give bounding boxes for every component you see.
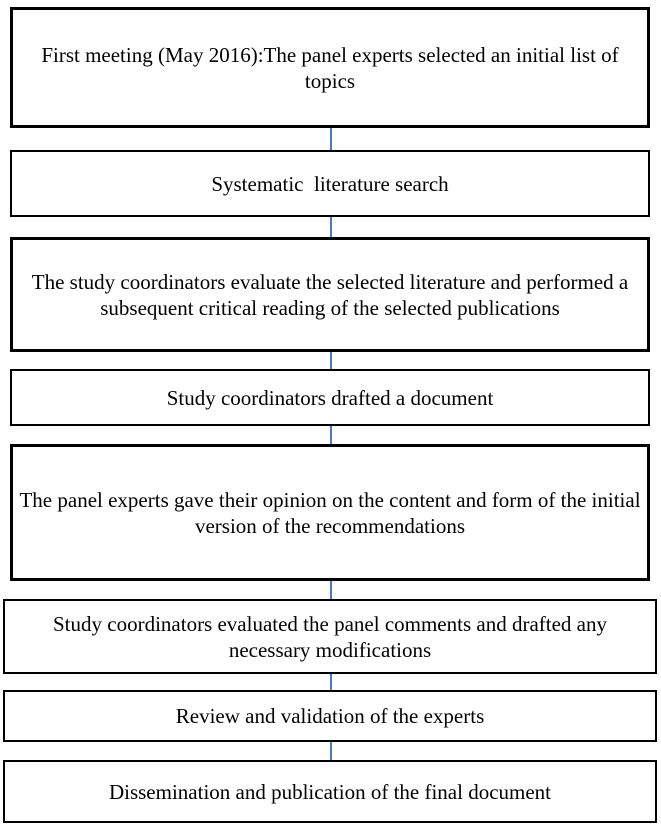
connector-1-2 [330,128,332,150]
step-text: Dissemination and publication of the final document [108,779,552,804]
step-text: The study coordinators evaluate the selected literature and performed a subsequent critical reading of the selected publications [31,269,629,320]
step-text: The panel experts gave their opinion on the content and form of the initial version of the recommendations [19,487,641,538]
step-dissemination [3,760,657,823]
step-draft-document [10,369,650,426]
connector-7-8 [330,742,332,760]
step-text: Review and validation of the experts [175,704,485,728]
connector-6-7 [330,674,332,690]
step-text: Study coordinators drafted a document [166,385,494,410]
step-literature-search [10,150,650,217]
connector-4-5 [330,426,332,444]
connector-5-6 [330,581,332,599]
step-evaluate-comments [3,599,657,674]
step-text: Systematic literature search [211,171,449,196]
step-text: Study coordinators evaluated the panel comments and drafted any necessary modifications [53,611,607,662]
step-review-validation [3,690,657,742]
step-first-meeting [10,7,650,128]
step-evaluate-literature [10,237,650,352]
connector-3-4 [330,352,332,369]
step-panel-opinion [10,444,650,581]
step-text: First meeting (May 2016):The panel experts selected an initial list of topics [41,42,624,93]
connector-2-3 [330,217,332,237]
